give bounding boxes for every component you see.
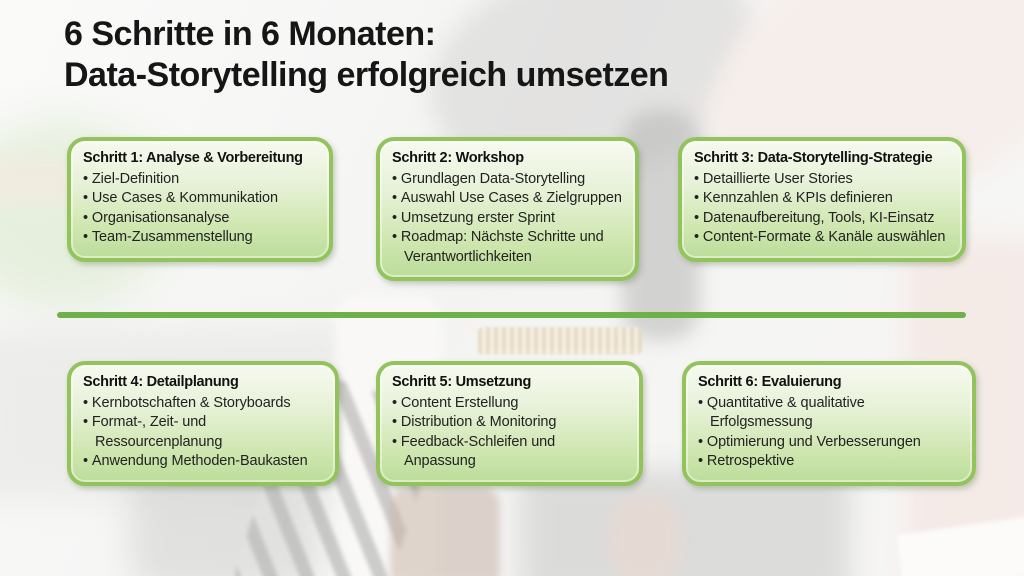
- step-3-heading: Schritt 3: Data-Storytelling-Strategie: [694, 150, 933, 166]
- step-4-heading: Schritt 4: Detailplanung: [83, 374, 239, 390]
- step-card-5: [376, 361, 643, 486]
- bullet-item: • Ziel-Definition: [83, 170, 319, 190]
- bullet-item: • Grundlagen Data-Storytelling: [392, 170, 625, 190]
- bullet-item: • Format-, Zeit- und Ressourcenplanung: [83, 413, 325, 452]
- bullet-item: • Auswahl Use Cases & Zielgruppen: [392, 189, 625, 209]
- bullet-item: • Content Erstellung: [392, 394, 622, 414]
- bullet-item: • Detaillierte User Stories: [694, 170, 952, 190]
- bullet-item: • Anwendung Methoden-Baukasten: [83, 452, 325, 472]
- step-card-3: [678, 137, 966, 262]
- step-6-list: [698, 394, 962, 472]
- bullet-item: • Use Cases & Kommunikation: [83, 189, 319, 209]
- step-card-2: [376, 137, 639, 281]
- bullet-item: • Distribution & Monitoring: [392, 413, 622, 433]
- step-card-1: [67, 137, 333, 262]
- step-2-heading: Schritt 2: Workshop: [392, 150, 524, 166]
- bullet-item: • Organisationsanalyse: [83, 209, 319, 229]
- bullet-item: • Datenaufbereitung, Tools, KI-Einsatz: [694, 209, 952, 229]
- step-5-list: [392, 394, 629, 472]
- bullet-item: • Team-Zusammenstellung: [83, 228, 319, 248]
- bullet-item: • Optimierung und Verbesserungen: [698, 433, 962, 453]
- step-1-heading: Schritt 1: Analyse & Vorbereitung: [83, 150, 303, 166]
- step-card-4: [67, 361, 339, 486]
- step-1-list: [83, 170, 319, 248]
- bullet-item: • Kennzahlen & KPIs definieren: [694, 189, 952, 209]
- bullet-item: • Feedback-Schleifen und Anpassung: [392, 433, 622, 472]
- bullet-item: • Umsetzung erster Sprint: [392, 209, 625, 229]
- bullet-item: • Kernbotschaften & Storyboards: [83, 394, 325, 414]
- bullet-item: • Retrospektive: [698, 452, 962, 472]
- section-divider-line: [57, 312, 966, 318]
- step-2-list: [392, 170, 625, 268]
- bullet-item: • Content-Formate & Kanäle auswählen: [694, 228, 952, 248]
- step-4-list: [83, 394, 325, 472]
- title-line-1: 6 Schritte in 6 Monaten:: [64, 15, 436, 53]
- step-card-6: [682, 361, 976, 486]
- step-5-heading: Schritt 5: Umsetzung: [392, 374, 532, 390]
- step-6-heading: Schritt 6: Evaluierung: [698, 374, 842, 390]
- slide-title: [64, 14, 668, 96]
- bullet-item: • Quantitative & qualitative Erfolgsmessung: [698, 394, 962, 433]
- title-line-2: Data-Storytelling erfolgreich umsetzen: [64, 56, 669, 94]
- step-3-list: [694, 170, 952, 248]
- bullet-item: • Roadmap: Nächste Schritte und Verantwortlichkeiten: [392, 228, 625, 267]
